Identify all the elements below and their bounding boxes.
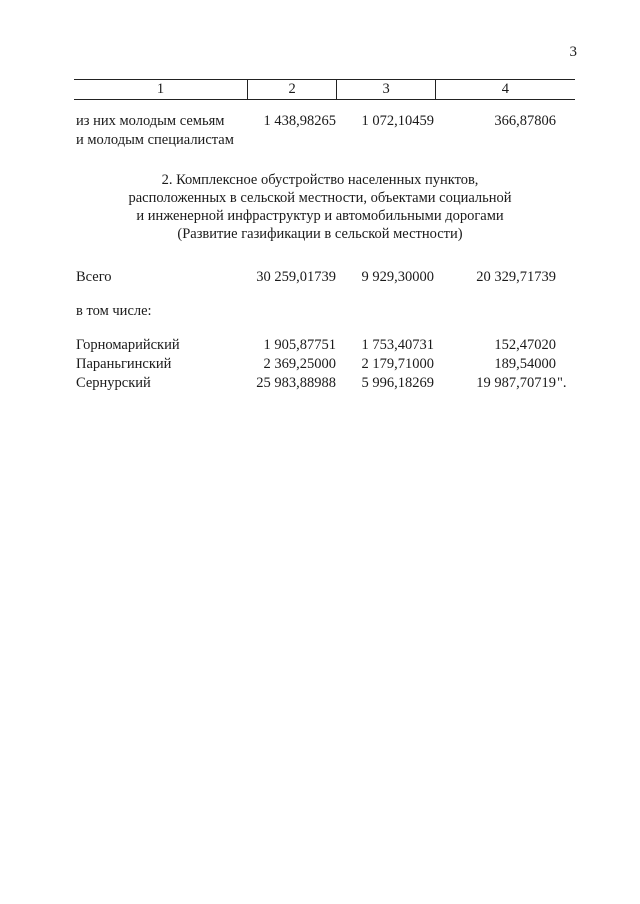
column-header-3: 3 [337, 80, 435, 100]
table-row [0, 355, 640, 373]
including-row [0, 302, 640, 320]
page-number: 3 [569, 44, 577, 60]
row-value-col4: 19 987,70719 [476, 375, 556, 391]
including-label: в том числе: [76, 303, 152, 319]
column-header-row [74, 80, 575, 100]
section-title-line-3: и инженерной инфраструктур и автомобильными дорогами [136, 208, 504, 224]
district-name: Сернурский [76, 375, 151, 391]
row-value-col3: 2 179,71000 [361, 356, 434, 372]
row-value-col2: 25 983,88988 [256, 375, 336, 391]
row-value-col3: 1 072,10459 [361, 113, 434, 129]
table-row [0, 374, 640, 392]
table-row-young-families-continued [0, 131, 640, 149]
row-label-continuation: и молодым специалистам [76, 132, 234, 148]
section-title-line-4: (Развитие газификации в сельской местности) [177, 226, 463, 242]
table-row-young-families [0, 112, 640, 130]
row-value-col4: 20 329,71739 [476, 269, 556, 285]
section-title [0, 171, 640, 243]
row-label: Всего [76, 269, 112, 285]
row-value-col2: 30 259,01739 [256, 269, 336, 285]
row-value-col4: 152,47020 [494, 337, 556, 353]
row-value-col3: 5 996,18269 [361, 375, 434, 391]
row-value-col2: 1 438,98265 [263, 113, 336, 129]
row-value-col4: 189,54000 [494, 356, 556, 372]
column-header-table [74, 79, 575, 100]
row-value-col2: 1 905,87751 [263, 337, 336, 353]
table-row-total [0, 268, 640, 286]
row-value-col4: 366,87806 [494, 113, 556, 129]
table-row [0, 336, 640, 354]
row-value-col2: 2 369,25000 [263, 356, 336, 372]
district-name: Параньгинский [76, 356, 172, 372]
column-header-1: 1 [74, 80, 247, 100]
row-value-col3: 1 753,40731 [361, 337, 434, 353]
section-title-line-2: расположенных в сельской местности, объектами социальной [128, 190, 512, 206]
row-label: из них молодым семьям [76, 113, 225, 129]
column-header-2: 2 [247, 80, 336, 100]
row-value-col3: 9 929,30000 [361, 269, 434, 285]
district-name: Горномарийский [76, 337, 180, 353]
section-title-line-1: 2. Комплексное обустройство населенных пунктов, [161, 172, 479, 188]
column-header-4: 4 [435, 80, 575, 100]
closing-quote-mark: ". [557, 375, 567, 391]
